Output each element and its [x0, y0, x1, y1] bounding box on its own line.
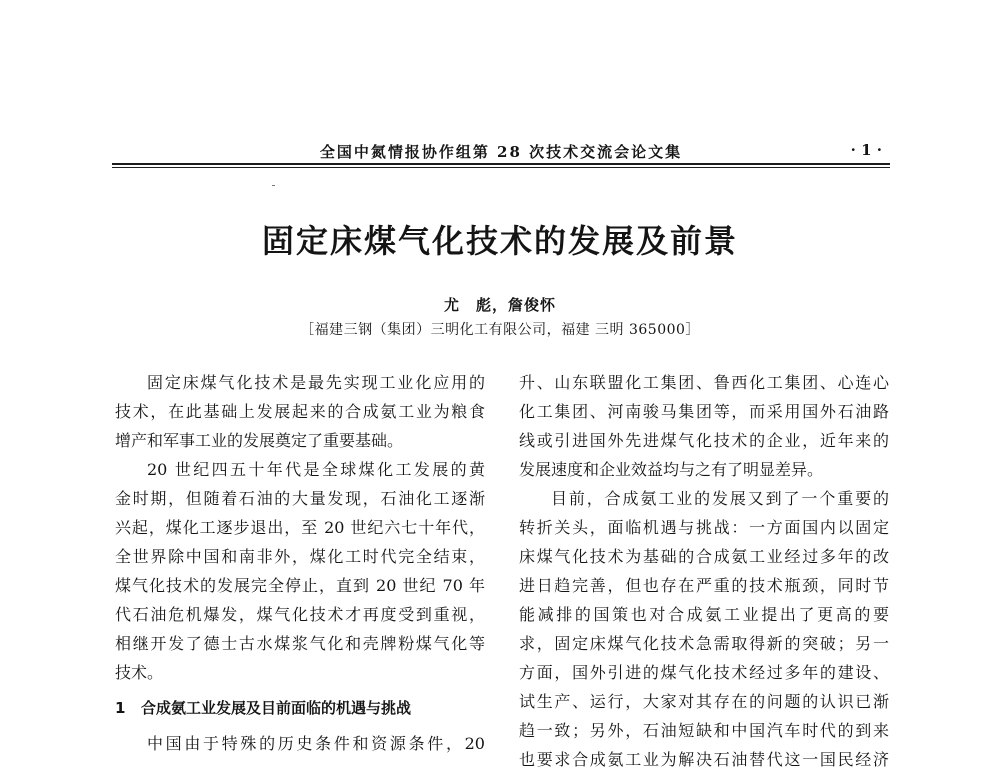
text-line: 床煤气化技术为基础的合成氨工业经过多年的改 — [519, 547, 889, 566]
text-line: 试生产、运行，大家对其存在的问题的认识已渐 — [519, 692, 889, 711]
paragraph — [115, 729, 485, 758]
section-heading — [115, 697, 485, 719]
text-line: 煤气化技术的发展完全停止，直到 20 世纪 70 年 — [115, 576, 485, 595]
text-line: 升、山东联盟化工集团、鲁西化工集团、心连心 — [519, 373, 889, 392]
paragraph — [519, 484, 889, 774]
text-line: 20 世纪四五十年代是全球煤化工发展的黄 — [147, 460, 485, 479]
text-line: 目前，合成氨工业的发展又到了一个重要的 — [551, 489, 889, 508]
text-line: 中国由于特殊的历史条件和资源条件，20 — [147, 734, 485, 753]
section-title: 合成氨工业发展及目前面临的机遇与挑战 — [141, 699, 412, 717]
paragraph — [115, 368, 485, 455]
text-line: 能减排的国策也对合成氨工业提出了更高的要 — [519, 605, 889, 624]
header-bar — [112, 141, 890, 165]
paragraph — [115, 455, 485, 687]
text-line: 技术，在此基础上发展起来的合成氨工业为粮食 — [115, 402, 485, 421]
author-affiliation: ［福建三钢（集团）三明化工有限公司，福建 三明 365000］ — [300, 322, 700, 338]
text-line: 趋一致；另外，石油短缺和中国汽车时代的到来 — [519, 721, 889, 740]
text-line: 进日趋完善，但也存在严重的技术瓶颈，同时节 — [519, 576, 889, 595]
text-line: 转折关头，面临机遇与挑战：一方面国内以固定 — [519, 518, 889, 537]
page-number: · 1 · — [850, 141, 882, 159]
scan-speck — [272, 185, 275, 186]
text-line: 化工集团、河南骏马集团等，而采用国外石油路 — [519, 402, 889, 421]
paragraph — [519, 368, 889, 484]
running-head: 全国中氮情报协作组第 28 次技术交流会论文集 — [319, 143, 683, 161]
text-line: 求，固定床煤气化技术急需取得新的突破；另一 — [519, 634, 889, 653]
text-line: 固定床煤气化技术是最先实现工业化应用的 — [147, 373, 485, 392]
text-line: 方面，国外引进的煤气化技术经过多年的建设、 — [519, 663, 889, 682]
text-line: 相继开发了德士古水煤浆气化和壳牌粉煤气化等 — [115, 634, 485, 653]
text-line: 兴起，煤化工逐步退出，至 20 世纪六七十年代， — [115, 518, 485, 537]
section-number: 1 — [115, 699, 126, 717]
text-line: 代石油危机爆发，煤气化技术才再度受到重视， — [115, 605, 485, 624]
left-column — [115, 368, 485, 758]
text-line: 增产和军事工业的发展奠定了重要基础。 — [115, 431, 404, 450]
article-title: 固定床煤气化技术的发展及前景 — [261, 222, 738, 260]
text-line: 线或引进国外先进煤气化技术的企业，近年来的 — [519, 431, 889, 450]
right-column — [519, 368, 889, 774]
text-line: 也要求合成氨工业为解决石油替代这一国民经济 — [519, 750, 889, 769]
text-line: 技术。 — [115, 663, 164, 682]
text-line: 全世界除中国和南非外，煤化工时代完全结束， — [115, 547, 485, 566]
article-authors: 尤 彪，詹俊怀 — [443, 296, 556, 314]
text-line: 发展速度和企业效益均与之有了明显差异。 — [519, 460, 824, 479]
text-line: 金时期，但随着石油的大量发现，石油化工逐渐 — [115, 489, 485, 508]
